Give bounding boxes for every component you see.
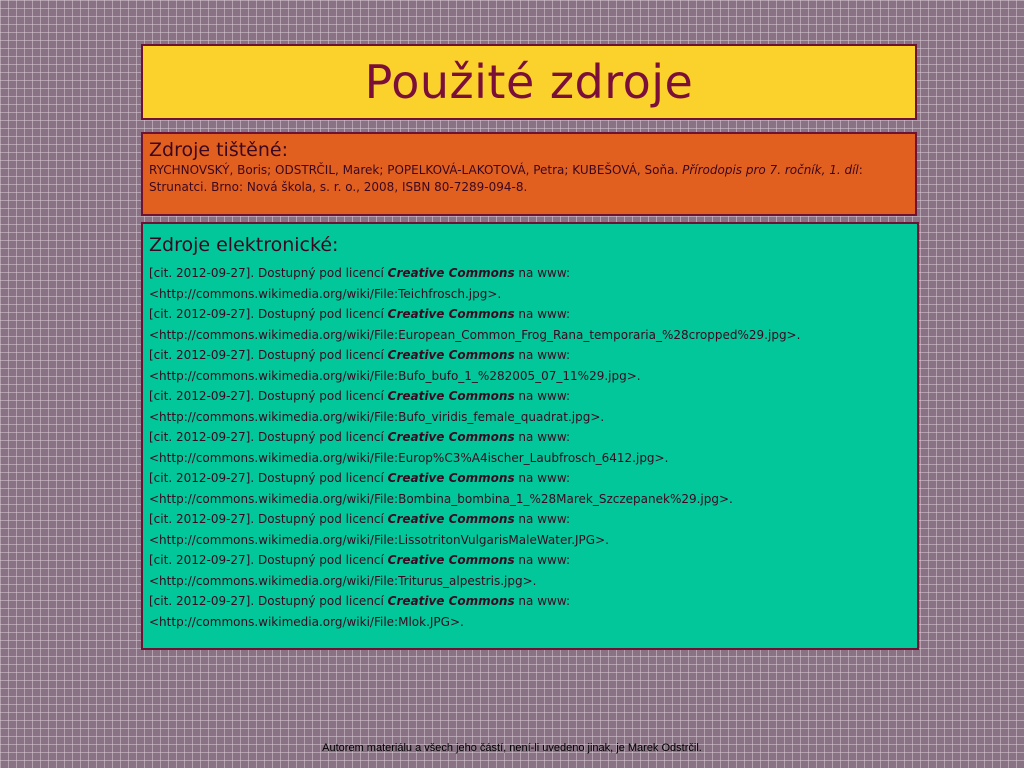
cite-suffix: na www: [514,266,571,280]
source-url: <http://commons.wikimedia.org/wiki/File:Bufo_bufo_1_%282005_07_11%29.jpg>. [149,368,641,383]
cite-suffix: na www: [514,553,571,567]
cite-suffix: na www: [514,389,571,403]
source-cite-line [149,509,911,530]
source-url: <http://commons.wikimedia.org/wiki/File:Triturus_alpestris.jpg>. [149,573,537,588]
citation-publication: : Strunatci. Brno: Nová škola, s. r. o., 2008, ISBN 80-7289-094-8. [149,163,863,194]
printed-sources-heading: Zdroje tištěné: [149,139,289,161]
electronic-source-list [149,263,911,632]
cite-prefix: [cit. 2012-09-27]. Dostupný pod licencí [149,430,388,444]
footer-note: Autorem materiálu a všech jeho částí, není-li uvedeno jinak, je Marek Odstrčil. [322,742,702,754]
cite-suffix: na www: [514,348,571,362]
electronic-sources-box [141,222,919,650]
cite-prefix: [cit. 2012-09-27]. Dostupný pod licencí [149,512,388,526]
source-cite-line [149,591,911,612]
source-url: <http://commons.wikimedia.org/wiki/File:LissotritonVulgarisMaleWater.JPG>. [149,532,609,547]
cite-suffix: na www: [514,471,571,485]
cite-prefix: [cit. 2012-09-27]. Dostupný pod licencí [149,307,388,321]
slide-title: Použité zdroje [364,55,694,109]
source-cite-line [149,386,911,407]
cite-suffix: na www: [514,594,571,608]
citation-book-title: Přírodopis pro 7. ročník, 1. díl [682,163,859,177]
title-box [141,44,917,120]
source-url: <http://commons.wikimedia.org/wiki/File:European_Common_Frog_Rana_temporaria_%28cropped%29.jpg>. [149,327,801,342]
license-name: Creative Commons [387,266,515,280]
cite-suffix: na www: [514,307,571,321]
license-name: Creative Commons [387,594,515,608]
license-name: Creative Commons [387,512,515,526]
cite-prefix: [cit. 2012-09-27]. Dostupný pod licencí [149,471,388,485]
source-url: <http://commons.wikimedia.org/wiki/File:Europ%C3%A4ischer_Laubfrosch_6412.jpg>. [149,450,669,465]
license-name: Creative Commons [387,389,515,403]
source-url: <http://commons.wikimedia.org/wiki/File:Bufo_viridis_female_quadrat.jpg>. [149,409,605,424]
cite-suffix: na www: [514,430,571,444]
citation-authors: RYCHNOVSKÝ, Boris; ODSTRČIL, Marek; POPELKOVÁ-LAKOTOVÁ, Petra; KUBEŠOVÁ, Soňa. [149,163,683,177]
source-cite-line [149,263,911,284]
cite-prefix: [cit. 2012-09-27]. Dostupný pod licencí [149,266,388,280]
source-url: <http://commons.wikimedia.org/wiki/File:Bombina_bombina_1_%28Marek_Szczepanek%29.jpg>. [149,491,733,506]
source-url: <http://commons.wikimedia.org/wiki/File:Mlok.JPG>. [149,614,464,629]
source-cite-line [149,550,911,571]
source-cite-line [149,345,911,366]
source-cite-line [149,427,911,448]
source-cite-line [149,468,911,489]
source-cite-line [149,304,911,325]
cite-prefix: [cit. 2012-09-27]. Dostupný pod licencí [149,348,388,362]
license-name: Creative Commons [387,553,515,567]
license-name: Creative Commons [387,471,515,485]
cite-prefix: [cit. 2012-09-27]. Dostupný pod licencí [149,389,388,403]
license-name: Creative Commons [387,307,515,321]
printed-sources-box [141,132,917,216]
license-name: Creative Commons [387,430,515,444]
printed-citation [149,162,909,196]
source-url: <http://commons.wikimedia.org/wiki/File:Teichfrosch.jpg>. [149,286,502,301]
license-name: Creative Commons [387,348,515,362]
electronic-sources-heading: Zdroje elektronické: [149,234,339,256]
cite-suffix: na www: [514,512,571,526]
cite-prefix: [cit. 2012-09-27]. Dostupný pod licencí [149,553,388,567]
cite-prefix: [cit. 2012-09-27]. Dostupný pod licencí [149,594,388,608]
